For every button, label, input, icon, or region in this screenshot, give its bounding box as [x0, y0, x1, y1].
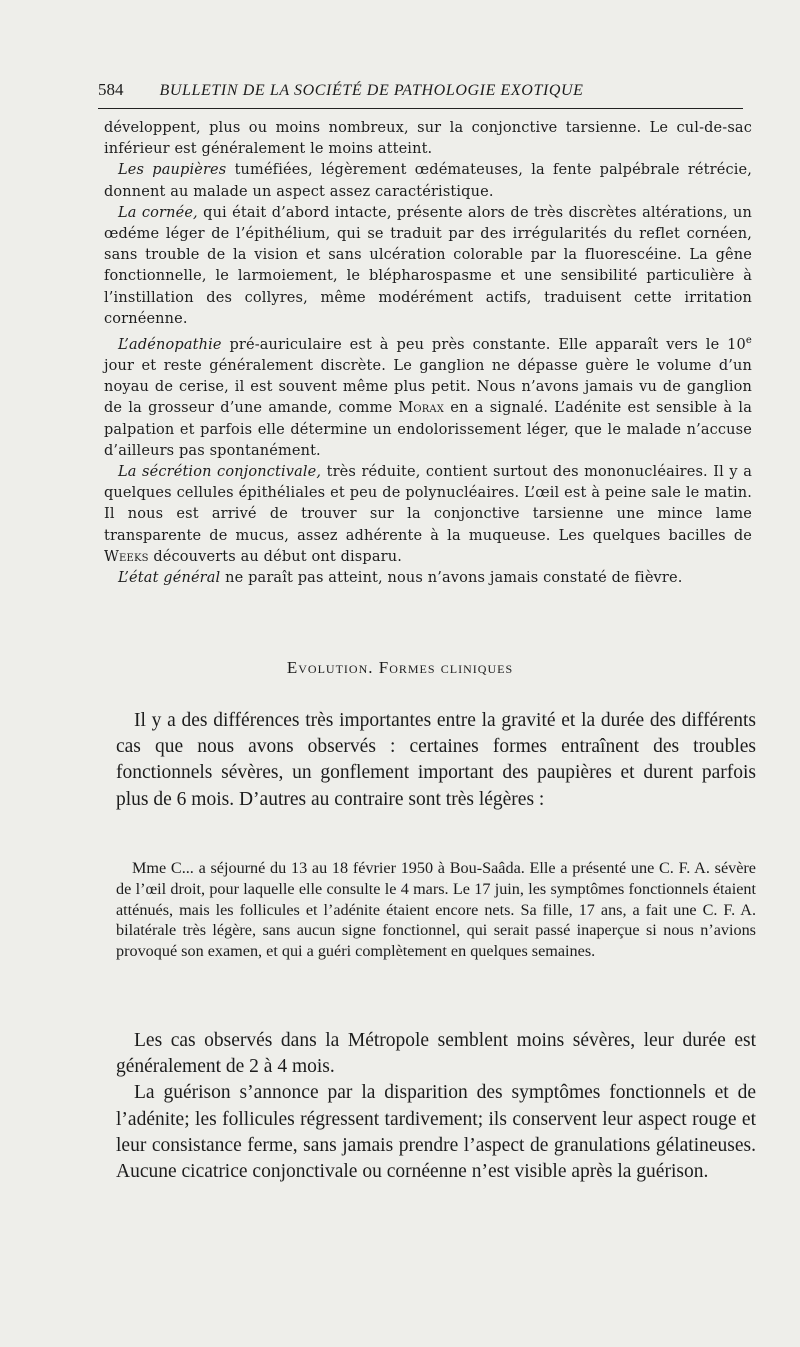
paragraph-text: pré-auriculaire est à peu près constante. Elle apparaît vers le 10: [221, 336, 746, 353]
case-note: Mme C... a séjourné du 13 au 18 février 1950 à Bou-Saâda. Elle a présenté une C. F. A. sévère de l’œil droit, pour laquelle elle consulte le 4 mars. Le 17 juin, les symptômes fonctionnels étaient atténués, mais les follicules et l’adénite étaient encore nets. Sa fille, 17 ans, a fait une C. F. A. bilatérale très légère, sans aucun signe fonctionnel, qui serait passé inaperçue si nous n’avions provoqué son examen, et qui a guéri complètement en quelques semaines.: [116, 859, 756, 961]
paragraph-differences: Il y a des différences très importantes entre la gravité et la durée des différents cas que nous avons observés : certaines formes entraînent des troubles fonctionnels sévères, un gonflement important des paupières et durent parfois plus de 6 mois. D’autres au contraire sont très légères :: [116, 710, 756, 810]
term-adenopathie: L’adénopathie: [118, 336, 222, 353]
section-heading: Evolution. Formes cliniques: [286, 658, 514, 677]
page-number: 584: [98, 80, 124, 99]
small-text-block: [104, 118, 752, 589]
paragraph-continuation: développent, plus ou moins nombreux, sur la conjonctive tarsienne. Le cul-de-sac inférieur est généralement le moins atteint.: [104, 120, 752, 158]
header-rule: [98, 108, 743, 109]
page-header: [98, 80, 743, 100]
paragraph-text: qui était d’abord intacte, présente alors de très discrètes altérations, un œdéme léger de l’épithélium, qui se traduit par des irrégularités du reflet cornéen, sans trouble de la vision et sans ulcération colorable par la fluorescéine. La gêne fonctionnelle, le larmoiement, le blépharospasme et une sensibilité particulière à l’instillation des collyres, même modérément actifs, traduisent cette irritation cornéenne.: [104, 204, 752, 327]
paragraph-text: ne paraît pas atteint, nous n’avons jamais constaté de fièvre.: [220, 570, 683, 587]
paragraph-paupieres: [104, 160, 752, 202]
paragraph-text: très réduite, contient surtout des mononucléaires. Il y a quelques cellules épithéliales et peu de polynucléaires. L’œil est à peine sale le matin. Il nous est arrivé de trouver sur la conjonctive tarsienne une mince lame transparente de mucus, assez adhérente à la muqueuse. Les quelques bacilles de: [104, 464, 753, 544]
paragraph-etat-general: [104, 568, 752, 589]
paragraph-secretion: [104, 462, 752, 568]
paragraph-differences-block: [116, 708, 756, 813]
running-title: BULLETIN DE LA SOCIÉTÉ DE PATHOLOGIE EXOTIQUE: [159, 82, 584, 99]
term-secretion: La sécrétion conjonctivale,: [118, 464, 322, 481]
paragraph-guerison: La guérison s’annonce par la disparition des symptômes fonctionnels et de l’adénite; les follicules régressent tardivement; ils conservent leur aspect rouge et leur consistance ferme, sans jamais prendre l’aspect de granulations gélatineuses. Aucune cicatrice conjonctivale ou cornéenne n’est visible après la guérison.: [116, 1082, 756, 1183]
paragraph-text: découverts au début ont disparu.: [148, 548, 402, 565]
paragraph-text: tuméfiées, légèrement œdémateuses, la fente palpébrale rétrécie, donnent au malade un aspect assez caractéristique.: [104, 162, 752, 200]
author-name-morax: Morax: [398, 400, 445, 417]
superscript: e: [745, 335, 752, 347]
paragraph-metropole: Les cas observés dans la Métropole semblent moins sévères, leur durée est généralement de 2 à 4 mois.: [116, 1030, 756, 1078]
final-text-block: [116, 1028, 756, 1185]
term-etat-general: L’état général: [118, 570, 221, 587]
author-name-weeks: Weeks: [104, 548, 149, 565]
paragraph-cornee: [104, 203, 752, 330]
paragraph-adenopathie: [104, 330, 752, 462]
term-paupieres: Les paupières: [118, 162, 227, 179]
paragraph-text: jour et reste généralement discrète. Le ganglion ne dépasse guère le volume d’un noyau de cerise, il est souvent même plus petit. Nous n’avons jamais vu de ganglion de la grosseur d’une amande, comme: [104, 358, 752, 417]
case-note-block: [116, 858, 756, 962]
term-cornee: La cornée,: [118, 204, 198, 221]
paragraph-text: en a signalé. L’adénite est sensible à la palpation et parfois elle détermine un endolorissement léger, que le malade n’accuse d’ailleurs pas spontanément.: [104, 400, 752, 459]
